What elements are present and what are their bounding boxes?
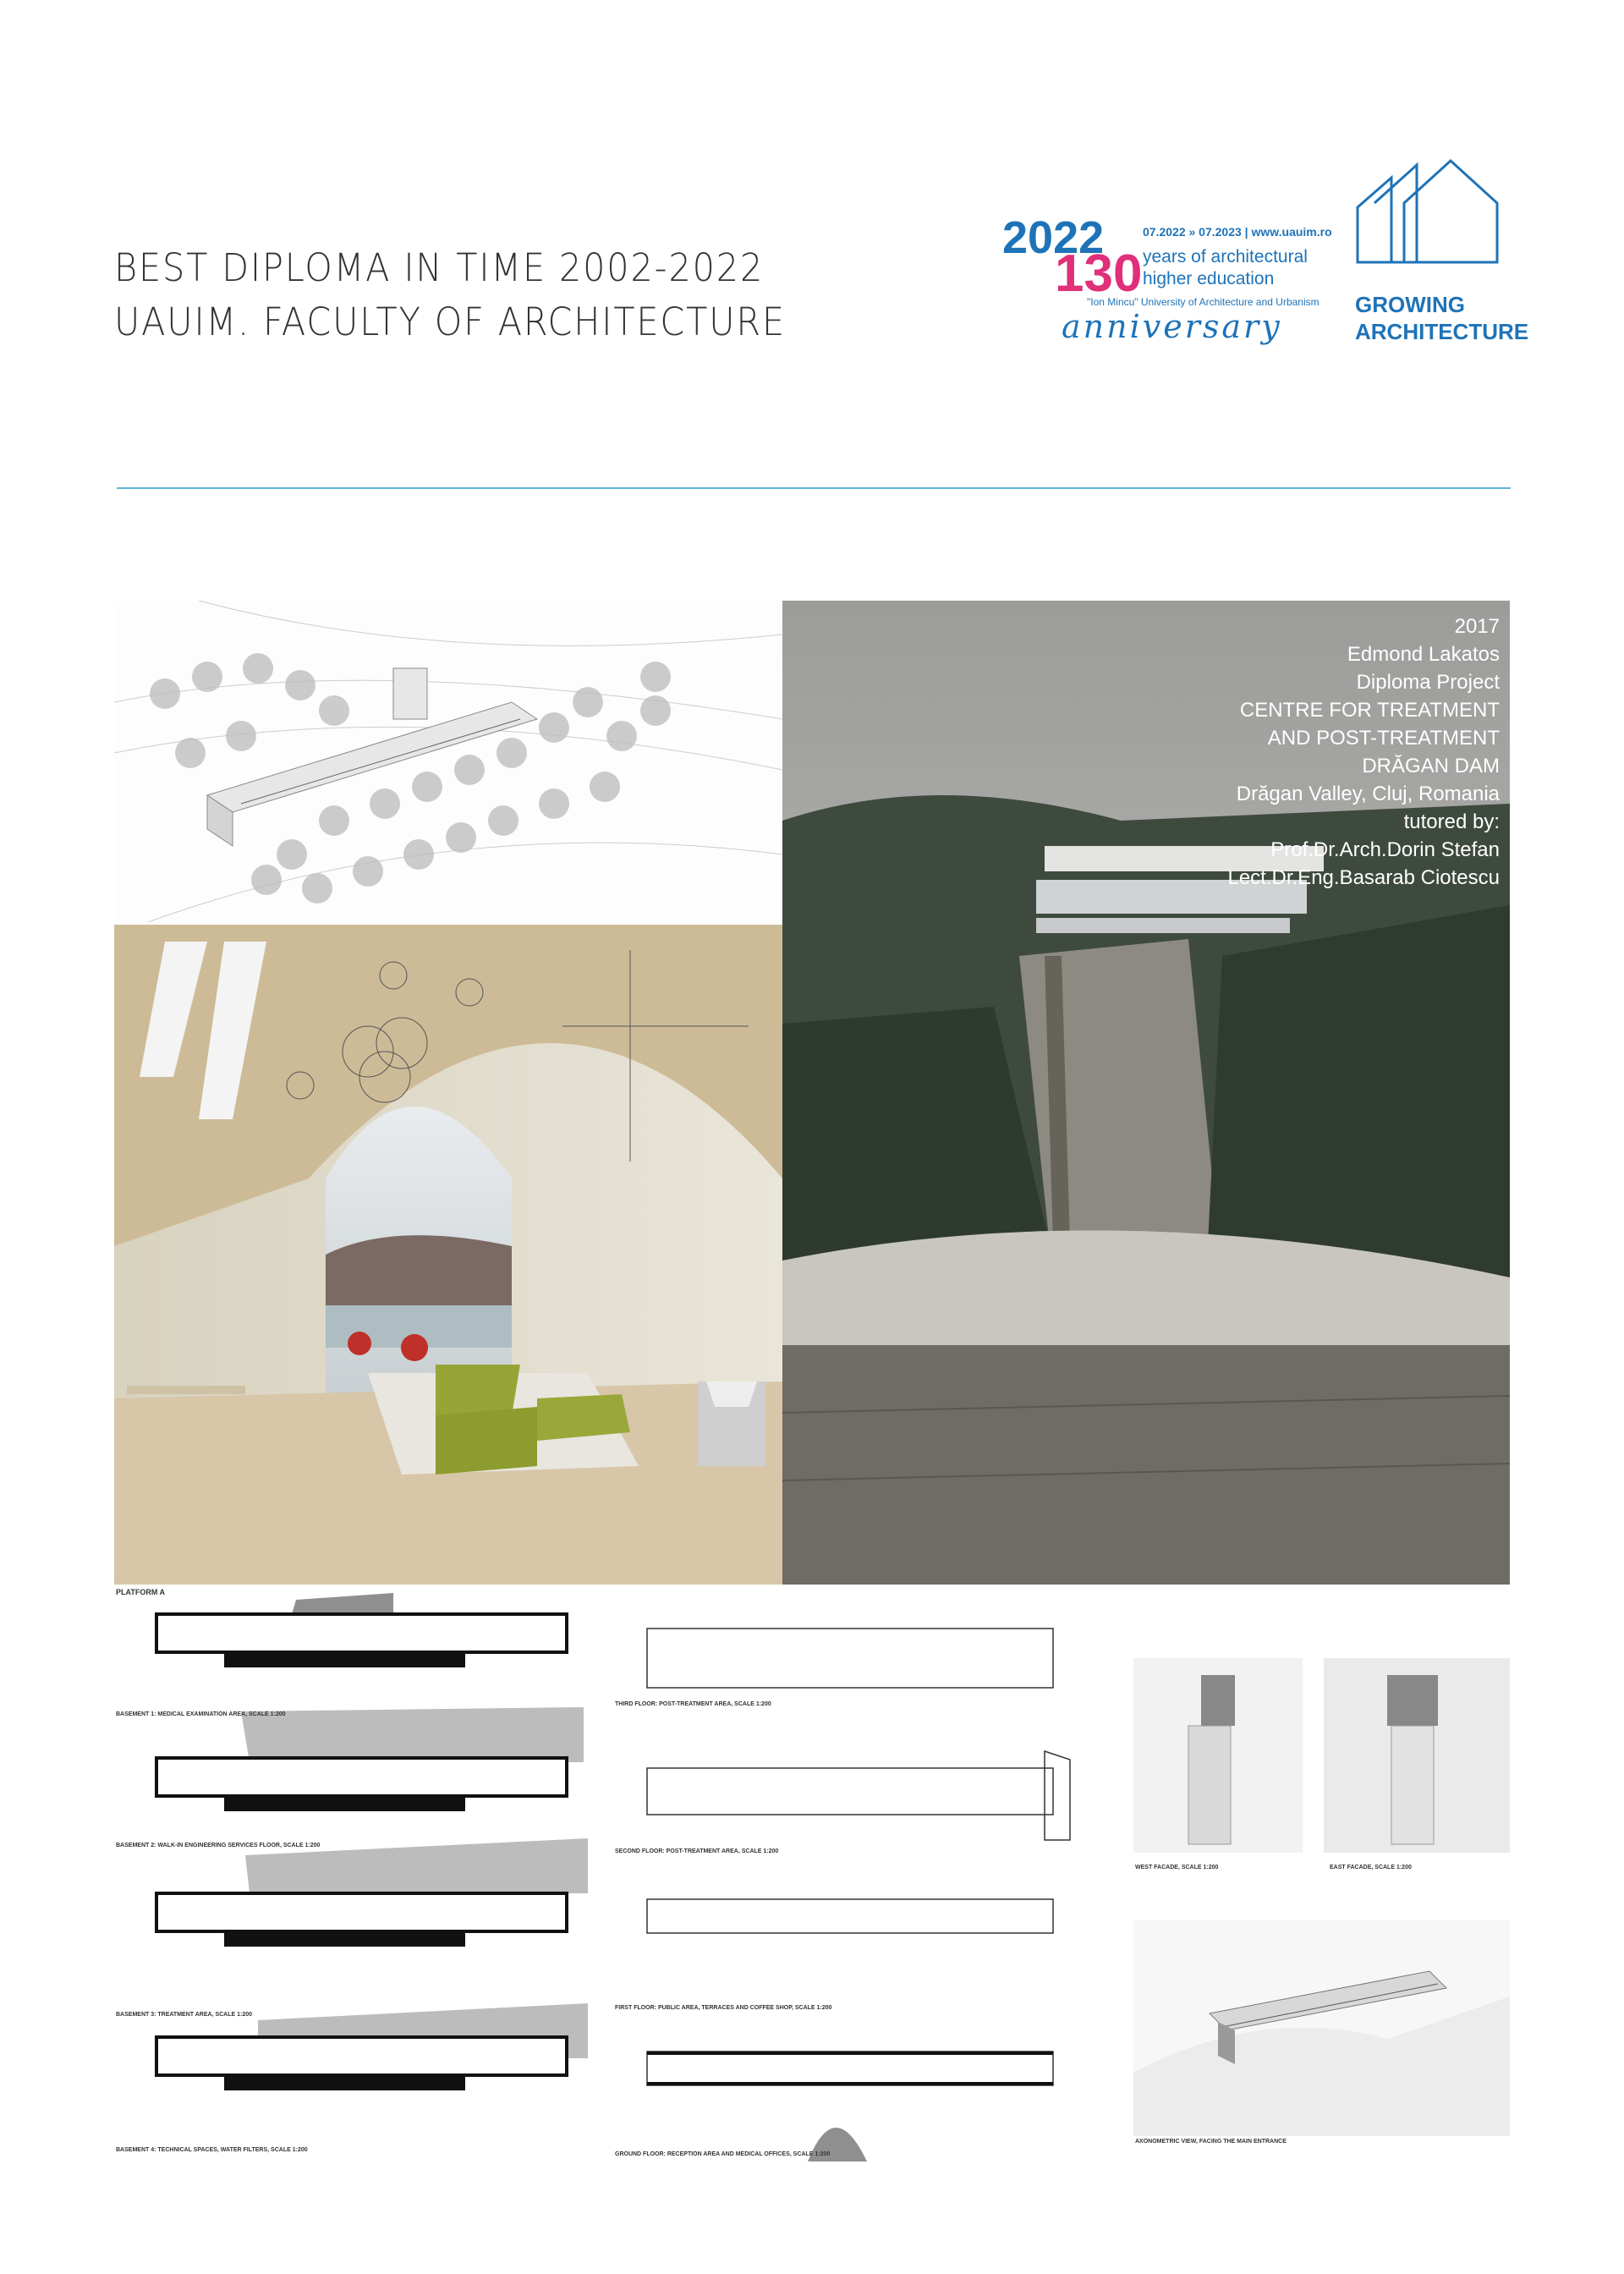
anniv-line1: years of architectural	[1143, 247, 1308, 266]
tree-shape	[226, 721, 256, 751]
tree-shape	[370, 788, 400, 819]
title-line-1: BEST DIPLOMA IN TIME 2002-2022	[114, 245, 765, 290]
title-line-2: UAUIM. FACULTY OF ARCHITECTURE	[114, 299, 787, 344]
interior-render-image	[114, 925, 782, 1585]
facade-elevations	[1133, 1658, 1510, 1878]
tree-shape	[446, 822, 476, 853]
tree-shape	[353, 856, 383, 887]
credit-title3: DRĂGAN DAM	[1362, 755, 1500, 777]
tree-shape	[606, 721, 637, 751]
credit-tutor2: Lect.Dr.Eng.Basarab Ciotescu	[1227, 866, 1500, 889]
cap-ground-floor: GROUND FLOOR: RECEPTION AREA AND MEDICAL OFFICES, SCALE 1:200	[615, 2151, 831, 2157]
credit-year: 2017	[1454, 615, 1500, 638]
basement-plans	[114, 1585, 596, 2156]
credit-title2: AND POST-TREATMENT	[1267, 727, 1500, 750]
axonometric-top-image	[114, 601, 782, 922]
growing-line2: ARCHITECTURE	[1355, 319, 1529, 344]
cap-axonometric: AXONOMETRIC VIEW, FACING THE MAIN ENTRANCE	[1135, 2139, 1287, 2145]
tree-shape	[488, 805, 518, 836]
tree-shape	[412, 772, 442, 802]
tree-shape	[454, 755, 485, 785]
cap-east-facade: EAST FACADE, SCALE 1:200	[1330, 1865, 1412, 1870]
cap-third-floor: THIRD FLOOR: POST-TREATMENT AREA, SCALE 1:200	[615, 1701, 771, 1707]
credit-type: Diploma Project	[1356, 671, 1500, 694]
tree-shape	[277, 839, 307, 870]
platform-label: PLATFORM A	[116, 1588, 165, 1596]
tree-shape	[285, 670, 315, 700]
tree-shape	[319, 695, 349, 726]
divider	[117, 487, 1511, 489]
anniv-dates: 07.2022 » 07.2023 | www.uauim.ro	[1143, 225, 1332, 239]
growing-architecture-logo	[1353, 157, 1529, 351]
credit-title1: CENTRE FOR TREATMENT	[1239, 699, 1500, 722]
anniv-university: "Ion Mincu" University of Architecture and Urbanism	[1087, 296, 1320, 308]
project-credits	[1227, 612, 1500, 892]
tree-shape	[243, 653, 273, 684]
anniv-year: 2022	[1002, 212, 1105, 263]
cap-basement-4: BASEMENT 4: TECHNICAL SPACES, WATER FILTERS, SCALE 1:200	[116, 2147, 308, 2153]
credit-tutored: tutored by:	[1403, 810, 1500, 833]
dam-site-photo	[782, 601, 1510, 1585]
tree-shape	[640, 695, 671, 726]
tree-shape	[539, 712, 569, 743]
anniv-count: 130	[1055, 244, 1143, 303]
tree-shape	[251, 865, 282, 895]
tree-shape	[573, 687, 603, 717]
cap-west-facade: WEST FACADE, SCALE 1:200	[1135, 1865, 1219, 1870]
tree-shape	[497, 738, 527, 768]
anniv-line2: higher education	[1143, 269, 1275, 288]
tree-shape	[539, 788, 569, 819]
axonometric-bottom-image	[1133, 1920, 1510, 2149]
cap-basement-1: BASEMENT 1: MEDICAL EXAMINATION AREA, SCALE 1:200	[116, 1711, 286, 1717]
tree-shape	[175, 738, 206, 768]
tree-shape	[640, 662, 671, 692]
tree-shape	[192, 662, 222, 692]
tree-shape	[590, 772, 620, 802]
tree-shape	[302, 873, 332, 904]
anniversary-logo	[1002, 211, 1332, 355]
tree-shape	[319, 805, 349, 836]
cap-basement-3: BASEMENT 3: TREATMENT AREA, SCALE 1:200	[116, 2012, 253, 2018]
tree-shape	[403, 839, 434, 870]
credit-author: Edmond Lakatos	[1347, 643, 1500, 666]
anniv-word: anniversary	[1062, 308, 1282, 345]
cap-basement-2: BASEMENT 2: WALK-IN ENGINEERING SERVICES FLOOR, SCALE 1:200	[116, 1843, 321, 1848]
tree-shape	[150, 678, 180, 709]
cap-first-floor: FIRST FLOOR: PUBLIC AREA, TERRACES AND COFFEE SHOP, SCALE 1:200	[615, 2005, 832, 2011]
house-outline-icon	[1353, 157, 1522, 283]
cap-second-floor: SECOND FLOOR: POST-TREATMENT AREA, SCALE 1:200	[615, 1848, 779, 1854]
floor-plans	[613, 1603, 1104, 2161]
page-title	[114, 241, 844, 349]
credit-location: Drăgan Valley, Cluj, Romania	[1236, 783, 1500, 805]
credit-tutor1: Prof.Dr.Arch.Dorin Stefan	[1270, 838, 1500, 861]
growing-line1: GROWING	[1355, 292, 1465, 317]
